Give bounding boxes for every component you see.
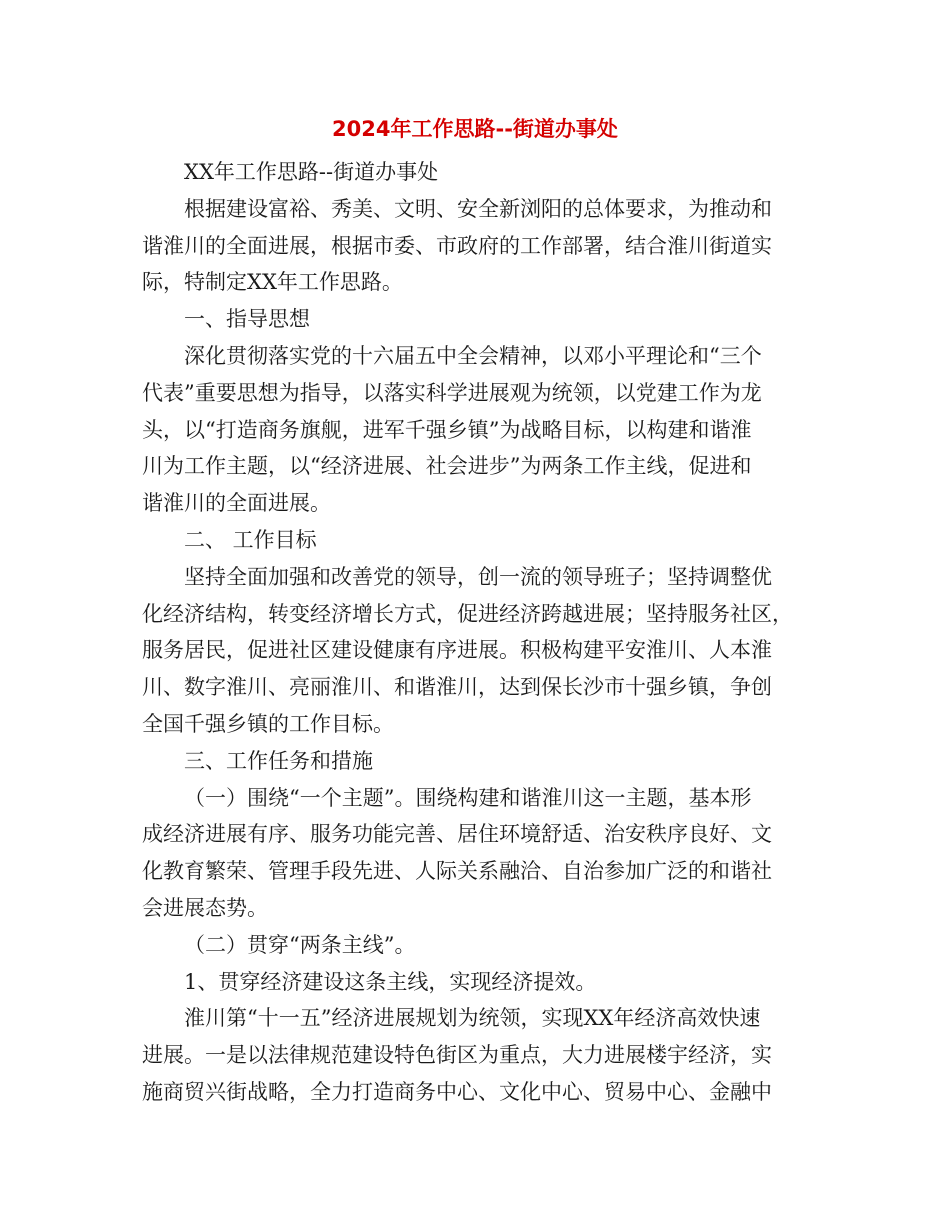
paragraph-line: 化经济结构，转变经济增长方式，促进经济跨越进展；坚持服务社区， (142, 601, 793, 626)
paragraph-line: 服务居民，促进社区建设健康有序进展。积极构建平安淮川、人本淮 (142, 638, 772, 663)
paragraph-line: 1、贯穿经济建设这条主线，实现经济提效。 (184, 969, 597, 994)
paragraph-line: 淮川第“十一五”经济进展规划为统领，实现XX年经济高效快速 (184, 1006, 761, 1031)
paragraph-line: 成经济进展有序、服务功能完善、居住环境舒适、治安秩序良好、文 (142, 822, 772, 847)
document-title: 2024年工作思路--街道办事处 (332, 117, 618, 141)
paragraph-line: 坚持全面加强和改善党的领导，创一流的领导班子；坚持调整优 (184, 564, 772, 589)
paragraph-line: 施商贸兴街战略，全力打造商务中心、文化中心、贸易中心、金融中 (142, 1079, 772, 1104)
paragraph-line: 川、数字淮川、亮丽淮川、和谐淮川，达到保长沙市十强乡镇，争创 (142, 675, 772, 700)
paragraph-line: XX年工作思路--街道办事处 (184, 160, 439, 184)
paragraph-line: 二、 工作目标 (184, 527, 317, 552)
paragraph-line: 代表”重要思想为指导，以落实科学进展观为统领，以党建工作为龙 (142, 380, 762, 405)
paragraph-line: 头，以“打造商务旗舰，进军千强乡镇”为战略目标，以构建和谐淮 (142, 417, 752, 442)
paragraph-line: 化教育繁荣、管理手段先进、人际关系融洽、自治参加广泛的和谐社 (142, 859, 772, 884)
paragraph-line: 会进展态势。 (142, 895, 268, 920)
paragraph-line: （一）围绕“一个主题”。围绕构建和谐淮川这一主题，基本形 (184, 785, 752, 810)
paragraph-line: 川为工作主题，以“经济进展、社会进步”为两条工作主线，促进和 (142, 454, 752, 479)
paragraph-line: 进展。一是以法律规范建设特色街区为重点，大力进展楼宇经济，实 (142, 1043, 772, 1068)
paragraph-line: （二）贯穿“两条主线”。 (184, 932, 416, 957)
paragraph-line: 根据建设富裕、秀美、文明、安全新浏阳的总体要求，为推动和 (184, 196, 772, 221)
paragraph-line: 谐淮川的全面进展，根据市委、市政府的工作部署，结合淮川街道实 (142, 233, 772, 258)
paragraph-line: 三、工作任务和措施 (184, 748, 373, 773)
paragraph-line: 深化贯彻落实党的十六届五中全会精神，以邓小平理论和“三个 (184, 343, 762, 368)
document-body (142, 154, 802, 1111)
paragraph-line: 际，特制定XX年工作思路。 (142, 270, 403, 295)
paragraph-line: 谐淮川的全面进展。 (142, 491, 331, 516)
paragraph-line: 一、指导思想 (184, 307, 310, 332)
paragraph-line: 全国千强乡镇的工作目标。 (142, 711, 394, 736)
